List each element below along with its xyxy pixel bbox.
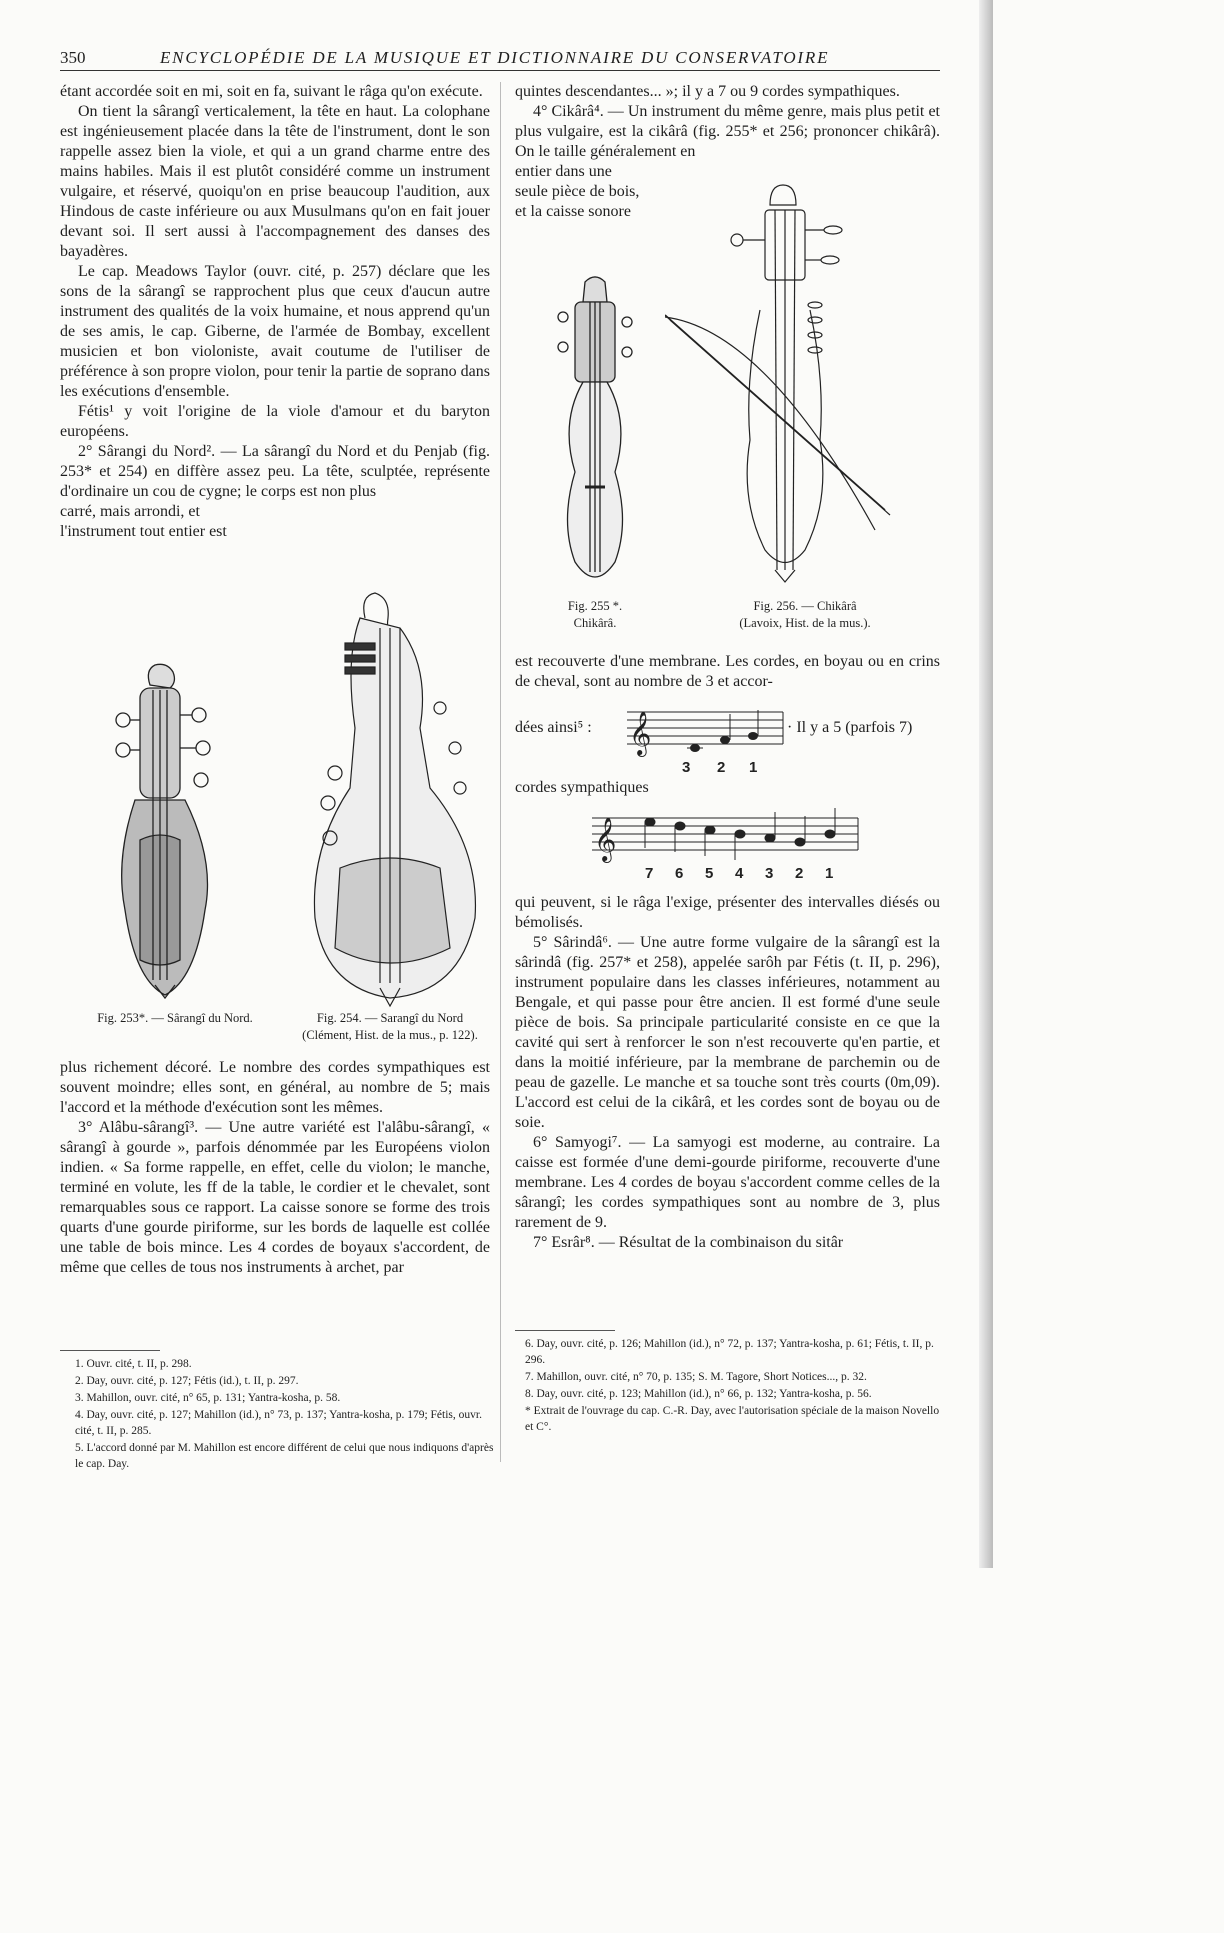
page-number: 350 bbox=[60, 48, 86, 67]
figure-253-caption bbox=[70, 1010, 280, 1027]
paragraph: plus richement décoré. Le nombre des cordes sympathiques est souvent moindre; elles sont, en général, au nombre de 5; mais l'accord et la méthode d'exécution sont les mêmes. bbox=[60, 1059, 490, 1116]
figure-255-caption bbox=[540, 598, 650, 632]
string-number: 2 bbox=[717, 759, 726, 776]
sympathetic-music-staff bbox=[590, 808, 860, 888]
sympathetic-label bbox=[515, 778, 649, 798]
sympathetic-label-text: cordes sympathiques bbox=[515, 779, 649, 796]
figure-253-sarangi-illustration bbox=[95, 660, 235, 1000]
figure-255-chikara-illustration bbox=[545, 272, 645, 597]
caption-line: Fig. 255 *. bbox=[567, 599, 623, 613]
footnote: 2. Day, ouvr. cité, p. 127; Fétis (id.), t. II, p. 297. bbox=[75, 1375, 299, 1387]
figure-256-caption bbox=[700, 598, 910, 632]
caption-line: (Lavoix, Hist. de la mus.). bbox=[739, 616, 871, 630]
paragraph: Le cap. Meadows Taylor (ouvr. cité, p. 257) déclare que les sons de la sârangî se rapprochent plus que ceux d'aucun autre instrument des qualités de la voix humaine, et nous apprend qu'un de ses amis, le cap. Giberne, de l'armée de Bombay, excellent musicien et bon violoniste, avait coutume de l'utiliser de préférence à son propre violon, pour tenir la partie de soprano dans les exécutions d'ensemble. bbox=[60, 263, 490, 400]
string-number: 2 bbox=[795, 865, 804, 882]
text-line: entier dans une bbox=[515, 163, 612, 180]
footnote: 6. Day, ouvr. cité, p. 126; Mahillon (id.), n° 72, p. 137; Yantra-kosha, p. 61; Fétis, t. II, p. 296. bbox=[525, 1338, 934, 1366]
footnote-rule bbox=[60, 1350, 160, 1351]
string-number: 1 bbox=[825, 865, 834, 882]
right-column-lower bbox=[515, 893, 940, 1253]
footnote: 5. L'accord donné par M. Mahillon est encore différent de celui que nous indiquons d'après le cap. Day. bbox=[75, 1442, 494, 1470]
svg-text:𝄞: 𝄞 bbox=[594, 817, 617, 861]
footnote: 7. Mahillon, ouvr. cité, n° 70, p. 135; S. M. Tagore, Short Notices..., p. 32. bbox=[525, 1371, 867, 1383]
page-header bbox=[60, 48, 940, 70]
caption-text: Fig. 253*. — Sârangî du Nord. bbox=[97, 1011, 253, 1025]
paragraph: 5° Sârindâ⁶. — Une autre forme vulgaire de la sârangî est la sârindâ (fig. 257* et 258), appelée sarôh par Fétis (t. II, p. 296), instrument populaire dans les classes inférieures, notamment au Bengale, et qui passe pour être ancien. Il est formé d'une seule pièce de bois. Sa principale particularité consiste en ce que la cavité qui sert à renforcer le son n'est recouverte qu'en partie, et dans la moitié inférieure, par la membrane de parchemin ou de peau de gazelle. Le manche et sa touche sont très courts (0m,09). L'accord est celui de la cikârâ, et les cordes sont de boyau ou de soie. bbox=[515, 934, 940, 1131]
figure-254-sarangi-illustration bbox=[290, 588, 505, 1008]
tuning-suffix-text: · Il y a 5 (parfois 7) bbox=[787, 719, 913, 736]
wrapped-text bbox=[60, 502, 280, 542]
footnote: 4. Day, ouvr. cité, p. 127; Mahillon (id.), n° 73, p. 137; Yantra-kosha, p. 179; Fétis, ouvr. cité, t. II, p. 285. bbox=[75, 1409, 482, 1437]
tuning-suffix bbox=[787, 718, 912, 738]
paragraph: 7° Esrâr⁸. — Résultat de la combinaison du sitâr bbox=[533, 1234, 844, 1251]
footnotes-right bbox=[525, 1336, 945, 1436]
footnotes-left bbox=[75, 1356, 500, 1473]
paragraph: quintes descendantes... »; il y a 7 ou 9 cordes sympathiques. bbox=[515, 83, 900, 100]
footnote: 3. Mahillon, ouvr. cité, n° 65, p. 131; Yantra-kosha, p. 58. bbox=[75, 1392, 341, 1404]
footnote: 1. Ouvr. cité, t. II, p. 298. bbox=[75, 1358, 192, 1370]
tuning-music-staff bbox=[625, 700, 785, 780]
paragraph: étant accordée soit en mi, soit en fa, suivant le râga qu'on exécute. bbox=[60, 83, 483, 100]
text-line: seule pièce de bois, bbox=[515, 183, 640, 200]
running-title: ENCYCLOPÉDIE DE LA MUSIQUE ET DICTIONNAIRE DU CONSERVATOIRE bbox=[160, 48, 830, 67]
left-column bbox=[60, 82, 490, 542]
caption-line: (Clément, Hist. de la mus., p. 122). bbox=[302, 1028, 478, 1042]
paragraph: 4° Cikârâ⁴. — Un instrument du même genre, mais plus petit et plus vulgaire, est la cikârâ (fig. 255* et 256; prononcer chikârâ). On le taille généralement en bbox=[515, 103, 940, 160]
tuning-prefix bbox=[515, 718, 592, 738]
tuning-prefix-text: dées ainsi⁵ : bbox=[515, 719, 592, 736]
paragraph: qui peuvent, si le râga l'exige, présenter des intervalles diésés ou bémolisés. bbox=[515, 894, 940, 931]
paragraph: Fétis¹ y voit l'origine de la viole d'amour et du baryton européens. bbox=[60, 403, 490, 440]
string-number: 3 bbox=[682, 759, 691, 776]
svg-text:𝄞: 𝄞 bbox=[629, 711, 652, 755]
string-number: 4 bbox=[735, 865, 744, 882]
caption-line: Chikârâ. bbox=[573, 616, 617, 630]
footnote-rule bbox=[515, 1330, 615, 1331]
figure-256-chikara-illustration bbox=[665, 180, 915, 590]
footnote: * Extrait de l'ouvrage du cap. C.-R. Day, avec l'autorisation spéciale de la maison Novello et C°. bbox=[525, 1405, 940, 1433]
string-number: 5 bbox=[705, 865, 714, 882]
paragraph: 3° Alâbu-sârangî³. — Une autre variété est l'alâbu-sârangî, « sârangî à gourde », parfois dénommée par les Européens violon indien. « Sa forme rappelle, en effet, celle du violon; le manche, terminé en volute, les ff de la table, le cordier et le chevalet, sont remarquables sous ce rapport. La caisse sonore se forme des trois quarts d'une gourde piriforme, sur les bords de laquelle est collée une table de bois mince. Les 4 cordes de boyaux s'accordent, de même que celles de tous nos instruments à archet, par bbox=[60, 1119, 490, 1276]
footnote: 8. Day, ouvr. cité, p. 123; Mahillon (id.), n° 66, p. 132; Yantra-kosha, p. 56. bbox=[525, 1388, 872, 1400]
string-number: 7 bbox=[645, 865, 654, 882]
caption-line: Fig. 254. — Sarangî du Nord bbox=[316, 1011, 464, 1025]
left-column-continued bbox=[60, 1058, 490, 1278]
string-number: 3 bbox=[765, 865, 774, 882]
paragraph: 6° Samyogi⁷. — La samyogi est moderne, au contraire. La caisse est formée d'une demi-gourde piriforme, recouverte d'une membrane. Les 4 cordes de boyau s'accordent comme celles de la sârangî; les cordes sympathiques sont au nombre de 3, plus rarement de 9. bbox=[515, 1134, 940, 1231]
paragraph: 2° Sârangi du Nord². — La sârangî du Nord et du Penjab (fig. 253* et 254) en diffère assez peu. La tête, sculptée, représente d'ordinaire un cou de cygne; le corps est non plus bbox=[60, 443, 490, 500]
right-column-continued bbox=[515, 652, 940, 692]
string-number: 6 bbox=[675, 865, 684, 882]
text-line: et la caisse sonore bbox=[515, 203, 631, 220]
header-rule bbox=[60, 70, 940, 71]
page-edge-shadow bbox=[979, 0, 993, 1568]
text-line: carré, mais arrondi, et bbox=[60, 503, 200, 520]
paragraph: est recouverte d'une membrane. Les cordes, en boyau ou en crins de cheval, sont au nombre de 3 et accor- bbox=[515, 653, 940, 690]
string-number: 1 bbox=[749, 759, 758, 776]
paragraph: On tient la sârangî verticalement, la tête en haut. La colophane est ingénieusement placée dans la tête de l'instrument, dont le son rappelle assez bien la viole, et qui a un grand charme entre des mains habiles. Mais il est plutôt considéré comme un instrument vulgaire, et réservé, quoiqu'on en prise beaucoup l'audition, aux Hindous de caste inférieure ou aux Musulmans qu'on en fait jouer devant soi. Il sert aussi à l'accompagnement des danses des bayadères. bbox=[60, 103, 490, 260]
text-line: l'instrument tout entier est bbox=[60, 523, 227, 540]
wrapped-text bbox=[515, 162, 665, 222]
figure-254-caption bbox=[280, 1010, 500, 1044]
caption-line: Fig. 256. — Chikârâ bbox=[753, 599, 857, 613]
